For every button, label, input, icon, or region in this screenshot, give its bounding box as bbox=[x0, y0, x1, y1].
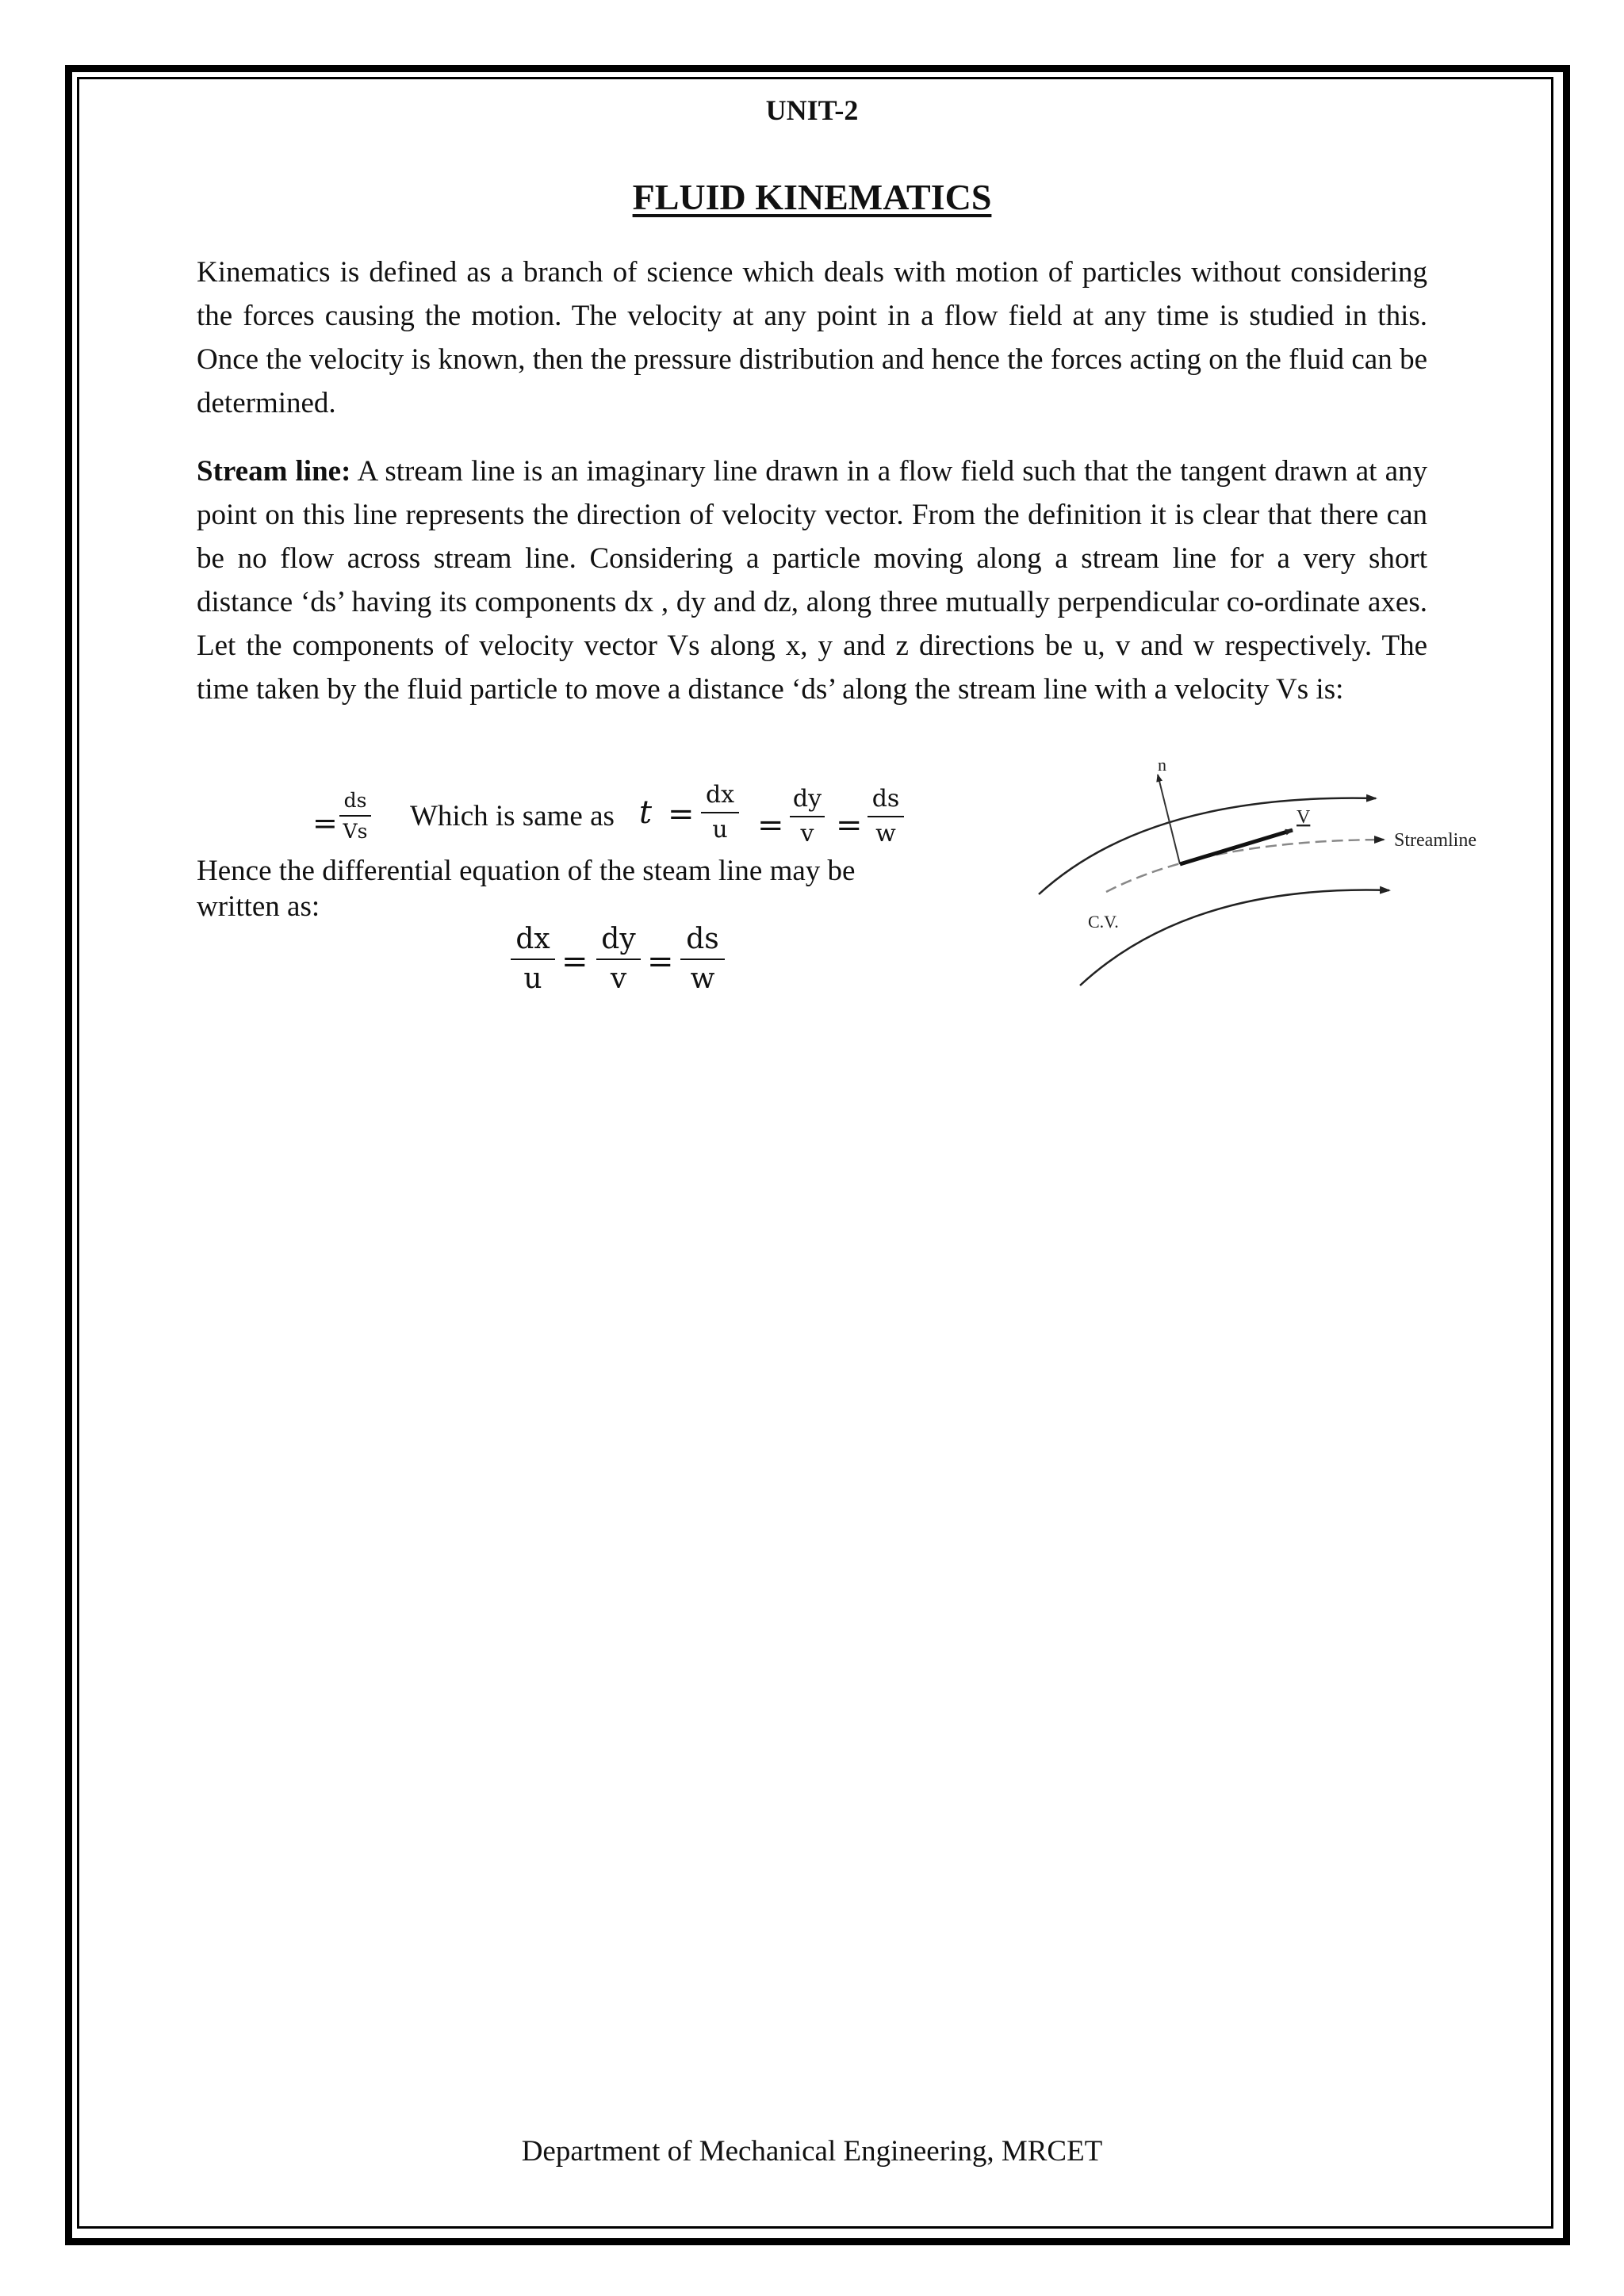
cv-label: C.V. bbox=[1088, 912, 1119, 932]
dx-over-u-fraction bbox=[511, 925, 555, 993]
equals-sign: = bbox=[836, 807, 863, 844]
hence-text-line2: written as: bbox=[197, 890, 320, 923]
fraction-numerator: ds bbox=[686, 923, 719, 955]
equals-sign: = bbox=[668, 796, 695, 832]
n-label: n bbox=[1158, 757, 1166, 775]
ds-over-vs-fraction bbox=[339, 790, 371, 841]
fraction-denominator: Vs bbox=[343, 820, 368, 843]
fraction-numerator: ds bbox=[871, 785, 900, 813]
equals-sign: = bbox=[561, 943, 588, 980]
fraction-denominator: v bbox=[800, 820, 814, 848]
fraction-bar bbox=[701, 812, 739, 813]
equals-sign: = bbox=[647, 943, 674, 980]
page-title: FLUID KINEMATICS bbox=[632, 177, 992, 217]
stream-line-text: A stream line is an imaginary line drawn in a flow field such that the tangent drawn at any point on this line represents the direction of velocity vector. From the definition it is clear that there can be no flow across stream line. Considering a particle moving along a stream line for a very short distance ‘ds’ having its components dx , dy and dz, along three mutually perpendicular co-ordinate axes. Let the components of velocity vector Vs along x, y and z directions be u, v and w respectively. The time taken by the fluid particle to move a distance ‘ds’ along the stream line with a velocity Vs is: bbox=[197, 455, 1428, 706]
fraction-numerator: dx bbox=[515, 923, 550, 955]
fraction-bar bbox=[680, 959, 725, 960]
fraction-denominator: u bbox=[712, 816, 728, 844]
fraction-bar bbox=[339, 815, 371, 817]
stream-line-heading: Stream line: bbox=[197, 455, 351, 488]
intro-paragraph: Kinematics is defined as a branch of science which deals with motion of particles without considering the forces causing the motion. The velocity at any point in a flow field at any time is studied in this. Once the velocity is known, then the pressure distribution and hence the forces acting on the fluid can be determined. bbox=[197, 256, 1427, 419]
equals-sign: = bbox=[312, 806, 338, 840]
ds-over-w-fraction bbox=[868, 787, 904, 846]
dy-over-v-fraction bbox=[790, 787, 825, 846]
fraction-numerator: dx bbox=[705, 781, 735, 809]
lower-flow-line bbox=[1080, 890, 1389, 985]
fraction-denominator: u bbox=[523, 962, 542, 995]
fraction-denominator: v bbox=[610, 962, 627, 995]
hence-text-line1: Hence the differential equation of the steam line may be bbox=[197, 855, 856, 887]
fraction-numerator: ds bbox=[343, 789, 367, 812]
unit-label: UNIT-2 bbox=[765, 94, 859, 126]
ds-over-w-fraction bbox=[680, 925, 725, 993]
upper-flow-line bbox=[1039, 798, 1376, 894]
equals-sign: = bbox=[757, 807, 784, 844]
which-is-same-text: Which is same as bbox=[410, 800, 615, 832]
streamline-label: Streamline bbox=[1394, 830, 1477, 851]
fraction-denominator: w bbox=[690, 962, 715, 995]
v-label: V bbox=[1297, 807, 1311, 828]
page-footer: Department of Mechanical Engineering, MRCET bbox=[521, 2135, 1103, 2168]
fraction-numerator: dy bbox=[792, 785, 822, 813]
fraction-bar bbox=[868, 816, 904, 817]
dx-over-u-fraction bbox=[701, 783, 739, 842]
stream-line-paragraph bbox=[197, 450, 1427, 711]
fraction-bar bbox=[790, 816, 825, 817]
streamline-figure bbox=[1031, 757, 1507, 995]
fraction-numerator: dy bbox=[601, 923, 636, 955]
fraction-bar bbox=[596, 959, 641, 960]
streamline-curve bbox=[1106, 840, 1384, 892]
dy-over-v-fraction bbox=[596, 925, 641, 993]
fraction-bar bbox=[511, 959, 555, 960]
velocity-vector-v bbox=[1180, 830, 1293, 864]
t-variable: t bbox=[639, 794, 653, 831]
fraction-denominator: w bbox=[875, 820, 896, 848]
